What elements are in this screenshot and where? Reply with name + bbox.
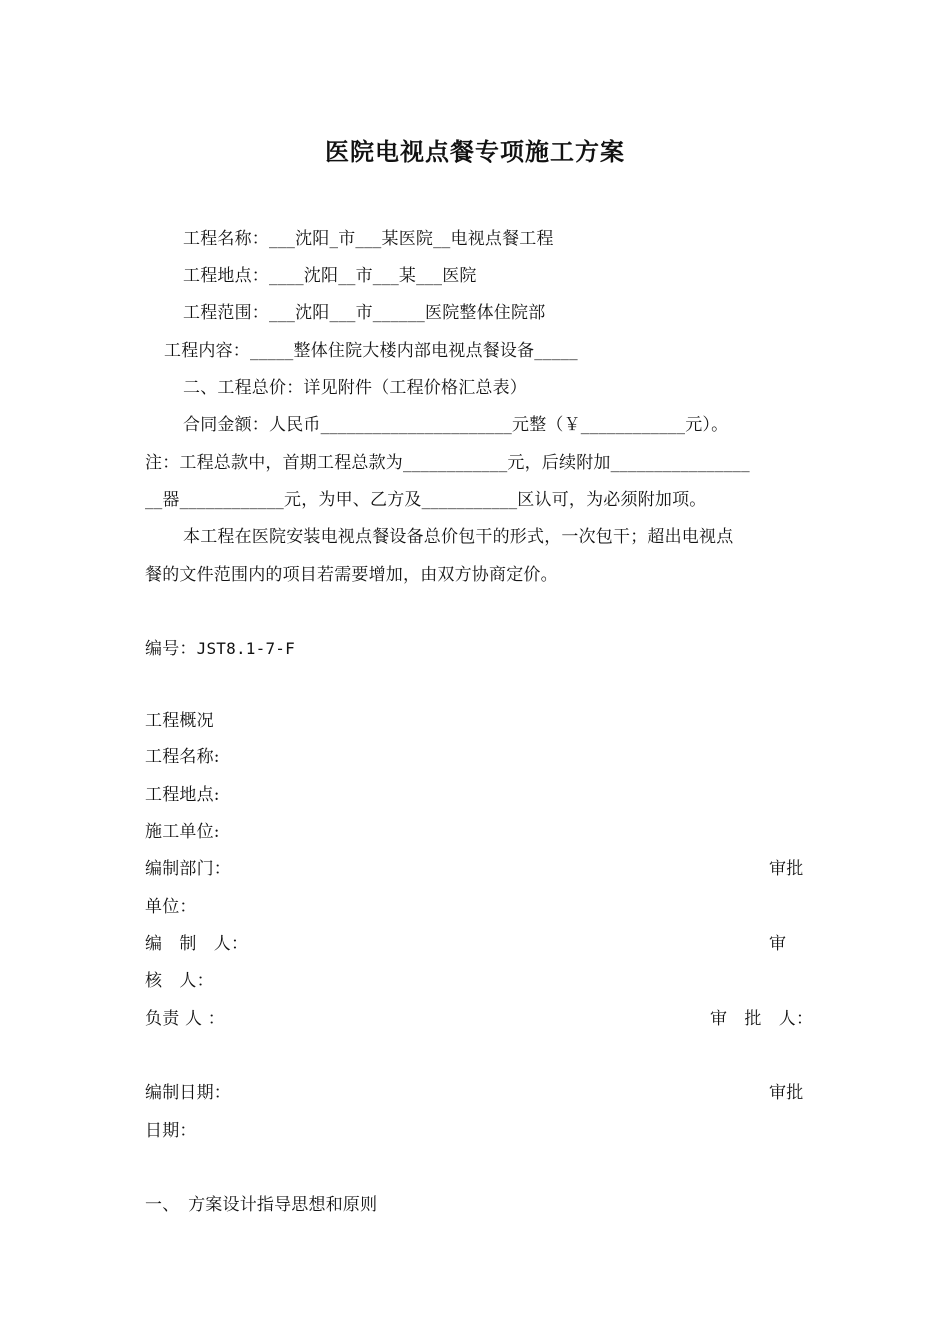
overview-heading: 工程概况 bbox=[145, 711, 214, 731]
note-line-2: __器____________元，为甲、乙方及___________区认可，为必须附加项。 bbox=[145, 490, 707, 510]
note-line-1: 注：工程总款中，首期工程总款为____________元，后续附加________________ bbox=[145, 453, 750, 473]
project-content-line: 工程内容：_____整体住院大楼内部电视点餐设备_____ bbox=[164, 341, 578, 361]
overview-project-location: 工程地点: bbox=[145, 785, 220, 805]
document-title: 医院电视点餐专项施工方案 bbox=[325, 138, 625, 166]
overview-approve-date-b: 日期： bbox=[145, 1121, 197, 1141]
contract-amount-line: 合同金额：人民币______________________元整（￥____________元）。 bbox=[183, 415, 729, 435]
doc-number bbox=[145, 637, 295, 661]
overview-reviewer-a: 审 bbox=[769, 934, 787, 954]
overview-approve-date-a: 审批 bbox=[769, 1083, 804, 1103]
paragraph-line-1: 本工程在医院安装电视点餐设备总价包干的形式，一次包干；超出电视点 bbox=[183, 527, 734, 547]
total-price-line: 二、工程总价：详见附件（工程价格汇总表） bbox=[183, 378, 527, 398]
paragraph-line-2: 餐的文件范围内的项目若需要增加，由双方协商定价。 bbox=[145, 565, 558, 585]
project-name-line: 工程名称：___沈阳_市___某医院__电视点餐工程 bbox=[183, 229, 554, 249]
project-scope-line: 工程范围：___沈阳___市______医院整体住院部 bbox=[183, 303, 546, 323]
overview-approve-unit-a: 审批 bbox=[769, 859, 804, 879]
overview-builder: 施工单位: bbox=[145, 822, 220, 842]
overview-approver: 审 批 人： bbox=[710, 1009, 814, 1029]
overview-responsible: 负责 人 ： bbox=[145, 1009, 226, 1029]
overview-editor: 编 制 人： bbox=[145, 934, 249, 954]
doc-number-value: JST8.1-7-F bbox=[196, 639, 295, 658]
project-location-line: 工程地点：____沈阳__市___某___医院 bbox=[183, 266, 477, 286]
section-one-heading: 一、 方案设计指导思想和原则 bbox=[145, 1195, 378, 1215]
overview-reviewer-b: 核 人： bbox=[145, 971, 214, 991]
overview-approve-unit-b: 单位： bbox=[145, 897, 197, 917]
overview-project-name: 工程名称: bbox=[145, 747, 220, 767]
overview-edit-date: 编制日期： bbox=[145, 1083, 231, 1103]
overview-dept: 编制部门： bbox=[145, 859, 231, 879]
doc-number-label: 编号： bbox=[145, 639, 197, 659]
